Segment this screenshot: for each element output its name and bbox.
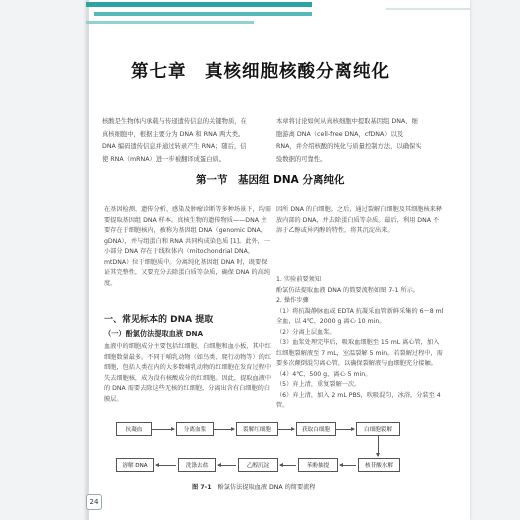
- flow-step: 洗涤去盐: [178, 458, 216, 472]
- body-right: [276, 205, 444, 237]
- flow-arrow: [152, 429, 174, 430]
- flow-step: 获取白细胞: [296, 422, 336, 436]
- body-right-2: [276, 254, 444, 433]
- subsection-title: 一、常见标本的 DNA 提取: [104, 315, 214, 325]
- decor-stripe: [86, 2, 312, 7]
- page-number: 24: [86, 494, 102, 510]
- decor-stripe: [86, 21, 254, 24]
- flow-arrow: [278, 429, 294, 430]
- chapter-title: 第七章 真核细胞核酸分离纯化: [131, 62, 390, 82]
- subsubsection-title: （一）酚氯仿法提取血液 DNA: [104, 329, 204, 338]
- intro-left: 核酸是生物体内承载与传递遗传信息的关键物质，在真核细胞中，根据主要分为 DNA 和 RNA 两大类。DNA 编码遗传信息并通过转录产生 RNA；随后，信使 RNA（mRNA）进一步被翻译成蛋白质。: [102, 118, 247, 163]
- flow-arrow: [378, 436, 379, 456]
- flow-arrow: [280, 465, 296, 466]
- flow-step: 溶解 DNA: [116, 458, 154, 472]
- figure-label: 图 7-1: [192, 484, 212, 491]
- flow-step: 核苷酸水解: [358, 458, 400, 472]
- body-left-2: [104, 342, 272, 405]
- paragraph: 血液中的细胞成分主要包括红细胞、白细胞和血小板，其中红细胞数量最多。不同于哺乳动物（如鸟类、爬行动物等）的红细胞，包括人类在内的大多数哺乳动物的红细胞在发育过程中失去细胞核，成为没有核酸成分的红细胞。因此，提取血液中的 DNA 需要去除这些无核的红细胞，分离出含有白细胞的白膜层。: [104, 343, 272, 403]
- flow-step: 白细胞裂解: [356, 422, 400, 436]
- book-page: [86, 0, 470, 520]
- flow-step: 苯酚抽提: [298, 458, 338, 472]
- decor-stripe: [94, 12, 312, 16]
- paragraph: 在基因检测、遗传分析、感染及肿瘤诊断等多种场景下，均需要提取基因组 DNA 样本。真核生物的遗传物质——DNA 主要存在于细胞核内，被称为基因组 DNA（genomic DNA，gDNA），并与组蛋白和 RNA 共同构成染色质 [1]。此外，一小部分 DNA 存在于线粒体内（mitochondrial DNA，mtDNA）位于细胞质中。分离纯化基因组 DNA 时，既要保证其完整性，又要充分去除蛋白质等杂质，确保 DNA 的高纯度。: [104, 206, 272, 287]
- flow-step: 抗凝血: [116, 422, 152, 436]
- section-title: 第一节 基因组 DNA 分离纯化: [196, 174, 345, 186]
- paragraph: 因所 DNA 的白细胞。之后，通过裂解白细胞及其细胞核来释放内部的 DNA，并去除蛋白质等杂质。最后，利用 DNA 不溶于乙醇或异丙醇的特性，将其沉淀出来。: [276, 206, 443, 234]
- flow-arrow: [214, 429, 234, 430]
- figure-caption-text: 酚氯仿法提取血液 DNA 的简要流程: [217, 484, 316, 491]
- intro-right: 本章将讨论如何从真核细胞中提取基因组 DNA、细胞游离 DNA（cell-free DNA，cfDNA）以及 RNA，并介绍核酸的纯化与质量控制方法，以确保实验数据的可靠性。: [276, 118, 422, 163]
- paragraph: 1. 实验前要须知 酚氯仿法提取血液 DNA 的简要流程如图 7-1 所示。 2. 操作步骤 （1）将抗凝静脉血或 EDTA 抗凝采血管新鲜采集的 6～8 ml 全血，以 4℃、2000 g 离心 10 min。 （2）分离上层血浆。 （3）血浆处理完毕后，吸取血细胞至 15 mL 离心管，加入红细胞裂解液至 7 mL，室温裂解 5 min。若裂解过程中，需要多次颠倒混匀离心管，以确保裂解液与血细胞充分接触。 （4）4℃、500 g，离心 5 min。 （5）弃上清，重复裂解一次。 （6）弃上清，加入 2 mL PBS，吹吸混匀，冰浴，分装至 4 管。: [276, 276, 444, 409]
- flow-arrow: [336, 429, 354, 430]
- flow-step: 乙醇沉淀: [238, 458, 278, 472]
- flow-step: 裂解红细胞: [236, 422, 278, 436]
- flow-arrow: [156, 465, 176, 466]
- flow-step: 分离血浆: [176, 422, 214, 436]
- flow-arrow: [340, 465, 356, 466]
- flow-arrow: [218, 465, 236, 466]
- body-left: [104, 205, 272, 289]
- decor-line: [386, 8, 470, 10]
- figure-caption: [192, 482, 316, 491]
